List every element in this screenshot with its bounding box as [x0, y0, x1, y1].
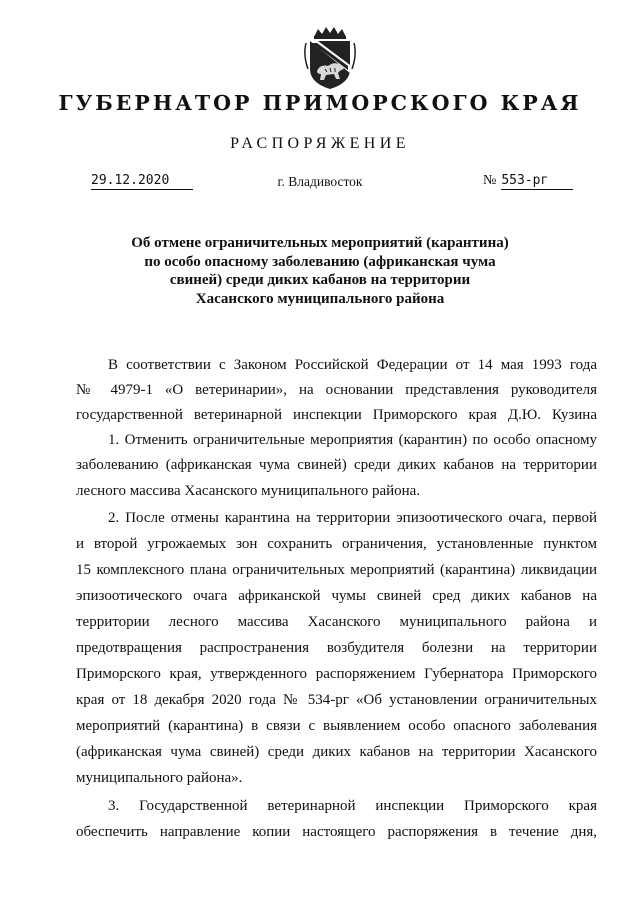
document-city: г. Владивосток: [277, 174, 363, 189]
coat-of-arms-emblem: [300, 25, 360, 91]
body-line: лесного массива Хасанского муниципального района.: [76, 483, 421, 499]
body-line: 3. Государственной ветеринарной инспекции Приморского края: [108, 798, 597, 814]
body-line: эпизоотического очага африканской чумы свиней сред диких кабанов на: [76, 588, 597, 604]
number-prefix: №: [483, 173, 497, 188]
title-line: Хасанского муниципального района: [195, 290, 445, 307]
date-value: 29.12.2020: [91, 173, 193, 190]
document-type-heading: РАСПОРЯЖЕНИЕ: [230, 135, 410, 152]
governor-heading: ГУБЕРНАТОР ПРИМОРСКОГО КРАЯ: [58, 91, 582, 115]
body-line: 2. После отмены карантина на территории эпизоотического очага, первой: [108, 510, 597, 526]
body-line: В соответствии с Законом Российской Федерации от 14 мая 1993 года: [108, 357, 597, 373]
title-line: по особо опасному заболеванию (африканская чума: [144, 253, 496, 270]
body-line: предотвращения распространения возбудителя болезни на территории: [76, 640, 597, 656]
number-value: 553-рг: [501, 173, 573, 190]
body-line: Приморского края, утвержденного распоряжением Губернатора Приморского: [76, 666, 597, 682]
body-line: края от 18 декабря 2020 года № 534-рг «Об установлении ограничительных: [76, 692, 597, 708]
body-line: № 4979-1 «О ветеринарии», на основании представления руководителя: [76, 382, 597, 398]
body-line: обеспечить направление копии настоящего распоряжения в течение дня,: [76, 824, 597, 840]
title-line: Об отмене ограничительных мероприятий (карантина): [131, 235, 509, 251]
document-number: [483, 173, 573, 190]
body-line: 15 комплексного плана ограничительных мероприятий (карантина) ликвидации: [76, 562, 597, 578]
body-line: муниципального района».: [76, 770, 243, 786]
title-line: свиней) среди диких кабанов на территории: [169, 272, 471, 288]
body-line: и второй угрожаемых зон сохранить ограничения, установленные пунктом: [76, 536, 597, 552]
body-line: государственной ветеринарной инспекции Приморского края Д.Ю. Кузина: [76, 407, 597, 423]
body-line: территории лесного массива Хасанского муниципального района и: [76, 614, 597, 630]
body-line: заболеванию (африканская чума свиней) среди диких кабанов на территории: [76, 457, 597, 473]
body-line: (африканская чума свиней) среди диких кабанов на территории Хасанского: [76, 744, 597, 760]
document-title: [90, 234, 550, 308]
body-line: 1. Отменить ограничительные мероприятия (карантин) по особо опасному: [108, 432, 597, 448]
body-line: мероприятий (карантина) в связи с выявлением особо опасного заболевания: [76, 718, 597, 734]
